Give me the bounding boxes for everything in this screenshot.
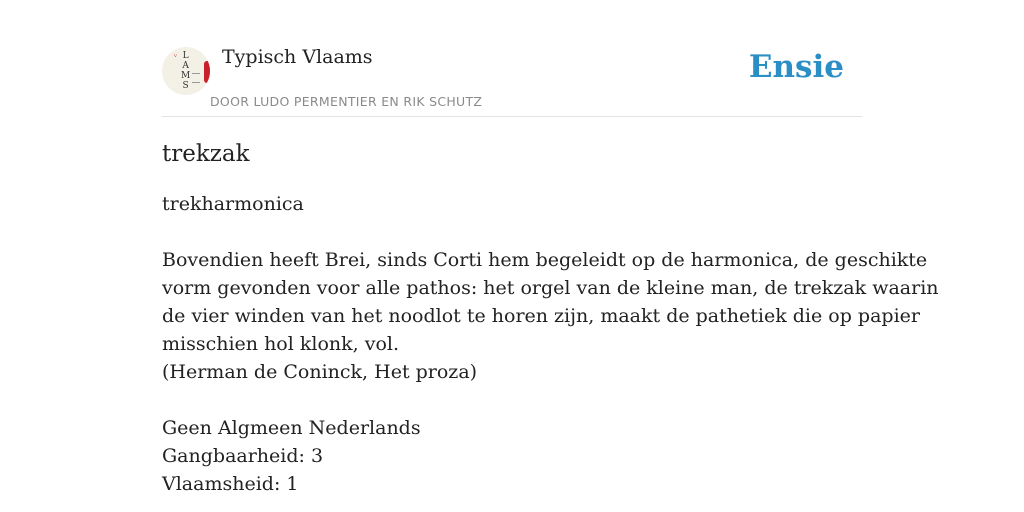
example-line: vorm gevonden voor alle pathos: het orgel van de kleine man, de trekzak waarin <box>162 277 939 299</box>
avatar-red-bar <box>204 61 210 83</box>
publication-title[interactable]: Typisch Vlaams <box>222 46 373 68</box>
entry-definition: trekharmonica <box>162 193 304 215</box>
spacer <box>162 218 862 246</box>
flemishness-rating: Vlaamsheid: 1 <box>162 473 299 495</box>
example-line: misschien hol klonk, vol. <box>162 333 400 355</box>
language-status: Geen Algmeen Nederlands <box>162 417 421 439</box>
header <box>162 40 862 117</box>
byline: DOOR LUDO PERMENTIER EN RIK SCHUTZ <box>210 94 483 109</box>
example-line: de vier winden van het noodlot te horen zijn, maakt de pathetiek die op papier <box>162 305 920 327</box>
example-citation: (Herman de Coninck, Het proza) <box>162 361 478 383</box>
commonness-rating: Gangbaarheid: 3 <box>162 445 324 467</box>
avatar-red-text: V <box>174 53 177 58</box>
avatar-decoration <box>192 73 200 83</box>
avatar-letters: L A M S <box>181 51 191 91</box>
example-line: Bovendien heeft Brei, sinds Corti hem begeleidt op de harmonica, de geschikte <box>162 249 928 271</box>
entry-term: trekzak <box>162 141 250 167</box>
publication-avatar[interactable] <box>162 47 210 95</box>
entry-content <box>162 138 939 498</box>
entry-body <box>162 190 939 498</box>
spacer <box>162 386 862 414</box>
brand-logo[interactable]: Ensie <box>748 49 844 85</box>
